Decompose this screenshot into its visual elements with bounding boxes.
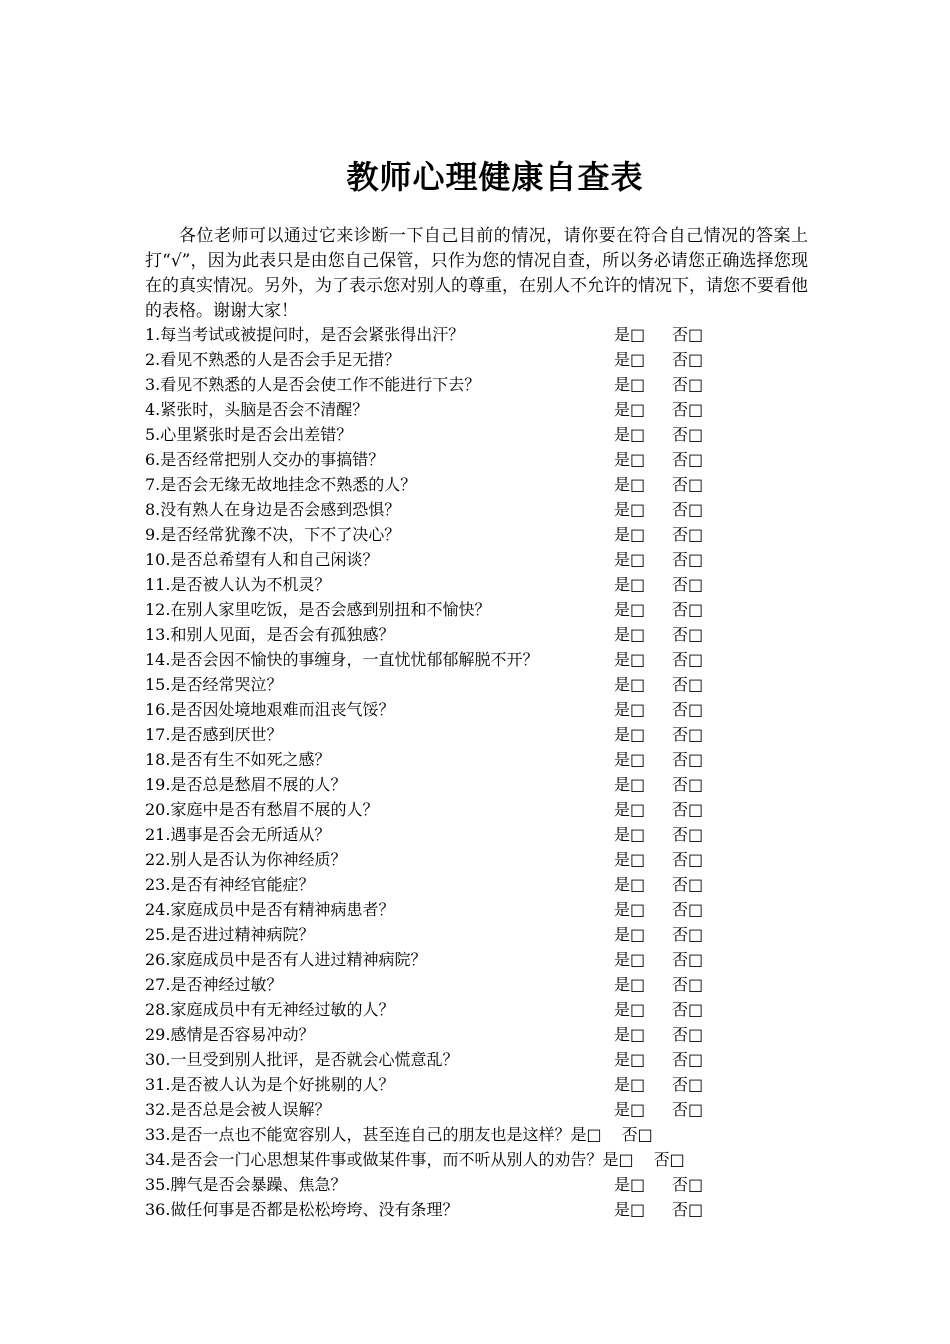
question-text: 7.是否会无缘无故地挂念不熟悉的人？ (145, 475, 417, 494)
question-text: 34.是否会一门心思想某件事或做某件事，而不听从别人的劝告？ (145, 1150, 603, 1169)
question-text: 2.看见不熟悉的人是否会手足无措？ (145, 350, 401, 369)
yes-checkbox[interactable]: 是□ (614, 1075, 646, 1094)
no-checkbox[interactable]: 否□ (672, 1100, 704, 1119)
question-text: 16.是否因处境地艰难而沮丧气馁？ (145, 700, 395, 719)
no-checkbox[interactable]: 否□ (672, 575, 704, 594)
yes-checkbox[interactable]: 是□ (614, 1050, 646, 1069)
question-item (145, 997, 825, 1022)
question-text: 33.是否一点也不能宽容别人，甚至连自己的朋友也是这样？ (145, 1125, 571, 1144)
no-checkbox[interactable]: 否□ (672, 550, 704, 569)
question-text: 18.是否有生不如死之感？ (145, 750, 331, 769)
question-text: 21.遇事是否会无所适从？ (145, 825, 331, 844)
question-text: 30.一旦受到别人批评，是否就会心慌意乱？ (145, 1050, 459, 1069)
question-text: 13.和别人见面，是否会有孤独感？ (145, 625, 395, 644)
question-item (145, 322, 825, 347)
no-checkbox[interactable]: 否□ (672, 475, 704, 494)
question-item (145, 947, 825, 972)
yes-checkbox[interactable]: 是□ (614, 800, 646, 819)
question-text: 5.心里紧张时是否会出差错？ (145, 425, 353, 444)
question-text: 20.家庭中是否有愁眉不展的人？ (145, 800, 379, 819)
yes-checkbox[interactable]: 是□ (614, 825, 646, 844)
yes-checkbox[interactable]: 是□ (614, 950, 646, 969)
yes-checkbox[interactable]: 是□ (614, 1000, 646, 1019)
no-checkbox[interactable]: 否□ (653, 1150, 685, 1169)
yes-checkbox[interactable]: 是□ (614, 350, 646, 369)
yes-checkbox[interactable]: 是□ (614, 625, 646, 644)
yes-checkbox[interactable]: 是□ (614, 675, 646, 694)
question-item (145, 1147, 825, 1172)
question-text: 10.是否总希望有人和自己闲谈？ (145, 550, 379, 569)
yes-checkbox[interactable]: 是□ (614, 775, 646, 794)
yes-checkbox[interactable]: 是□ (614, 425, 646, 444)
question-text: 11.是否被人认为不机灵？ (145, 575, 331, 594)
no-checkbox[interactable]: 否□ (672, 900, 704, 919)
no-checkbox[interactable]: 否□ (672, 975, 704, 994)
question-item (145, 1072, 825, 1097)
question-item (145, 422, 825, 447)
yes-checkbox[interactable]: 是□ (614, 325, 646, 344)
question-text: 23.是否有神经官能症？ (145, 875, 315, 894)
question-text: 24.家庭成员中是否有精神病患者？ (145, 900, 395, 919)
yes-checkbox[interactable]: 是□ (614, 725, 646, 744)
page-title: 教师心理健康自查表 (346, 158, 644, 196)
yes-checkbox[interactable]: 是□ (614, 850, 646, 869)
question-text: 17.是否感到厌世？ (145, 725, 283, 744)
yes-checkbox[interactable]: 是□ (614, 900, 646, 919)
question-item (145, 572, 825, 597)
question-item (145, 1047, 825, 1072)
question-item (145, 772, 825, 797)
no-checkbox[interactable]: 否□ (672, 925, 704, 944)
question-item (145, 1122, 825, 1147)
no-checkbox[interactable]: 否□ (672, 950, 704, 969)
question-item (145, 697, 825, 722)
yes-checkbox[interactable]: 是□ (614, 600, 646, 619)
question-text: 27.是否神经过敏？ (145, 975, 283, 994)
yes-checkbox[interactable]: 是□ (614, 1025, 646, 1044)
no-checkbox[interactable]: 否□ (621, 1125, 653, 1144)
no-checkbox[interactable]: 否□ (672, 325, 704, 344)
yes-checkbox[interactable]: 是□ (614, 375, 646, 394)
yes-checkbox[interactable]: 是□ (602, 1150, 634, 1169)
question-text: 15.是否经常哭泣？ (145, 675, 283, 694)
question-text: 6.是否经常把别人交办的事搞错？ (145, 450, 385, 469)
question-item (145, 597, 825, 622)
yes-checkbox[interactable]: 是□ (614, 975, 646, 994)
question-list (145, 322, 825, 1222)
question-text: 32.是否总是会被人误解？ (145, 1100, 331, 1119)
question-item (145, 522, 825, 547)
question-text: 28.家庭成员中有无神经过敏的人？ (145, 1000, 395, 1019)
yes-checkbox[interactable]: 是□ (614, 875, 646, 894)
question-text: 25.是否进过精神病院？ (145, 925, 315, 944)
no-checkbox[interactable]: 否□ (672, 1175, 704, 1194)
no-checkbox[interactable]: 否□ (672, 1200, 704, 1219)
yes-checkbox[interactable]: 是□ (614, 700, 646, 719)
question-item (145, 372, 825, 397)
question-item (145, 1022, 825, 1047)
no-checkbox[interactable]: 否□ (672, 525, 704, 544)
no-checkbox[interactable]: 否□ (672, 425, 704, 444)
question-item (145, 547, 825, 572)
question-item (145, 1097, 825, 1122)
question-item (145, 347, 825, 372)
question-item (145, 397, 825, 422)
no-checkbox[interactable]: 否□ (672, 725, 704, 744)
question-item (145, 672, 825, 697)
question-text: 8.没有熟人在身边是否会感到恐惧？ (145, 500, 401, 519)
no-checkbox[interactable]: 否□ (672, 675, 704, 694)
yes-checkbox[interactable]: 是□ (614, 1175, 646, 1194)
question-item (145, 972, 825, 997)
question-item (145, 847, 825, 872)
yes-checkbox[interactable]: 是□ (614, 525, 646, 544)
question-text: 29.感情是否容易冲动？ (145, 1025, 315, 1044)
no-checkbox[interactable]: 否□ (672, 500, 704, 519)
no-checkbox[interactable]: 否□ (672, 875, 704, 894)
question-item (145, 822, 825, 847)
no-checkbox[interactable]: 否□ (672, 1025, 704, 1044)
yes-checkbox[interactable]: 是□ (614, 575, 646, 594)
no-checkbox[interactable]: 否□ (672, 1050, 704, 1069)
question-item (145, 872, 825, 897)
yes-checkbox[interactable]: 是□ (614, 450, 646, 469)
no-checkbox[interactable]: 否□ (672, 650, 704, 669)
no-checkbox[interactable]: 否□ (672, 350, 704, 369)
question-text: 19.是否总是愁眉不展的人？ (145, 775, 347, 794)
question-item (145, 1197, 825, 1222)
yes-checkbox[interactable]: 是□ (614, 400, 646, 419)
yes-checkbox[interactable]: 是□ (614, 925, 646, 944)
question-text: 31.是否被人认为是个好挑剔的人？ (145, 1075, 395, 1094)
no-checkbox[interactable]: 否□ (672, 700, 704, 719)
question-text: 36.做任何事是否都是松松垮垮、没有条理？ (145, 1200, 459, 1219)
question-item (145, 472, 825, 497)
no-checkbox[interactable]: 否□ (672, 1075, 704, 1094)
yes-checkbox[interactable]: 是□ (614, 475, 646, 494)
no-checkbox[interactable]: 否□ (672, 375, 704, 394)
question-item (145, 897, 825, 922)
question-text: 14.是否会因不愉快的事缠身，一直忧忧郁郁解脱不开？ (145, 650, 539, 669)
no-checkbox[interactable]: 否□ (672, 850, 704, 869)
no-checkbox[interactable]: 否□ (672, 450, 704, 469)
yes-checkbox[interactable]: 是□ (614, 1200, 646, 1219)
yes-checkbox[interactable]: 是□ (570, 1125, 602, 1144)
no-checkbox[interactable]: 否□ (672, 400, 704, 419)
yes-checkbox[interactable]: 是□ (614, 750, 646, 769)
question-text: 22.别人是否认为你神经质？ (145, 850, 347, 869)
question-text: 12.在别人家里吃饭，是否会感到别扭和不愉快？ (145, 600, 491, 619)
no-checkbox[interactable]: 否□ (672, 1000, 704, 1019)
no-checkbox[interactable]: 否□ (672, 750, 704, 769)
question-item (145, 497, 825, 522)
question-item (145, 722, 825, 747)
question-item (145, 747, 825, 772)
no-checkbox[interactable]: 否□ (672, 775, 704, 794)
yes-checkbox[interactable]: 是□ (614, 1100, 646, 1119)
no-checkbox[interactable]: 否□ (672, 625, 704, 644)
question-item (145, 1172, 825, 1197)
question-item (145, 922, 825, 947)
yes-checkbox[interactable]: 是□ (614, 550, 646, 569)
question-item (145, 797, 825, 822)
question-item (145, 647, 825, 672)
yes-checkbox[interactable]: 是□ (614, 650, 646, 669)
no-checkbox[interactable]: 否□ (672, 825, 704, 844)
question-text: 26.家庭成员中是否有人进过精神病院？ (145, 950, 427, 969)
yes-checkbox[interactable]: 是□ (614, 500, 646, 519)
question-item (145, 622, 825, 647)
no-checkbox[interactable]: 否□ (672, 600, 704, 619)
question-text: 1.每当考试或被提问时，是否会紧张得出汗？ (145, 325, 465, 344)
question-text: 4.紧张时，头脑是否会不清醒？ (145, 400, 369, 419)
no-checkbox[interactable]: 否□ (672, 800, 704, 819)
question-text: 9.是否经常犹豫不决，下不了决心？ (145, 525, 401, 544)
intro-paragraph: 各位老师可以通过它来诊断一下自己目前的情况，请你要在符合自己情况的答案上打“√”，因为此表只是由您自己保管，只作为您的情况自查，所以务必请您正确选择您现在的真实情况。另外，为了表示您对别人的尊重，在别人不允许的情况下，请您不要看他的表格。谢谢大家！ (145, 226, 808, 321)
question-text: 35.脾气是否会暴躁、焦急？ (145, 1175, 347, 1194)
question-text: 3.看见不熟悉的人是否会使工作不能进行下去？ (145, 375, 481, 394)
question-item (145, 447, 825, 472)
